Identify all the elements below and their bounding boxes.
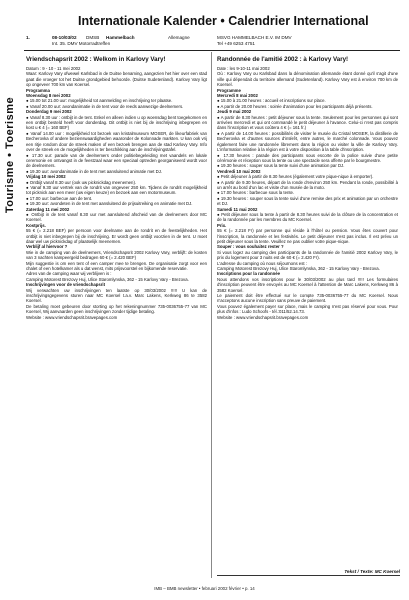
article-paragraph: Nous attendons vos inscriptions pour le 30/03/2002 au plus tard !!!!! Les formulaires d'inscription peuvent être envoyés au MC Koersel à l'attention de Marc Lakens, Kerkweg 86 à 3582 Koersel. [217,276,398,293]
event-country: Allemagne [168,35,190,40]
article-paragraph: Adres van de camping waar wij verblijven is : [26,271,112,277]
french-article-title: Randonnée de l'amitié 2002 : à Karlovy Vary! [217,56,349,63]
article-paragraph: Camping Motorest Brezovy Huj, Ulice Staromlynska, 362 - 15 Karlovy Vary - Brezova. [217,266,380,272]
header-divider [24,50,400,51]
article-paragraph: Mercredi 8 mai 2002 [217,93,258,99]
french-article-column [217,56,398,578]
article-paragraph: ● Petit déjeuner à partir de 8.30 heures (également votre pique-nique à emporter). [217,174,374,180]
article-paragraph: 55 € (= 2.218 BEF) per persoon voor deelname aan de rondrit en de feestelijkheden. Het ontbijt is niet inbegrepen bij de inschrijving. Er wordt geen ontbijt voorzien in de tent. U moet daar wel uw picknickdag of plaatselijk meenemen. [26,228,207,244]
dutch-article-title: Vriendschapsrit 2002 : Welkom in Karlovy Vary! [26,56,166,63]
signoff-divider [217,575,400,576]
event-name: Int. 35. DMV Motorradtreffen [52,41,111,46]
article-paragraph: ● 17.00 uur: barbecue aan de tent. [26,195,93,201]
article-paragraph: Website : www.vriendschapsrit.bravepages.com [217,314,309,320]
article-paragraph: Vendredi 10 mai 2002 [217,168,261,174]
article-paragraph: Zaterdag 11 mei 2002 [26,206,70,212]
article-paragraph: L'adresse du camping où nous séjournons est : [217,260,307,266]
article-paragraph: Camping Motorest Brezovy Huj, Ulice Staromlynska, 362 - 15 Karlovy Vary - Brezova. [26,276,189,282]
article-paragraph: Programma [26,87,50,93]
article-paragraph: 55 € (= 2.218 Fr) par personne qui réside à l'hôtel ou pension. Vous êtes couvert pour l'inscription, la randonnée et les festivités. Le petit déjeuner n'est pas inclus. Il est prévu un petit déjeuner sous la tente. Veuillez ne pas oublier votre pique-nique. [217,228,398,244]
article-paragraph: Wie in de camping van de deelnemers, Vriendschapsrit 2002 Karlovy Vary, verblijft: de kosten van 3 nachten kampeergeld bedragen 60 € (= 2.420 BEF) [26,249,207,261]
article-paragraph: ● 15.00 à 21.00 heures : accueil et inscriptions sur place. [217,98,326,104]
article-paragraph: Mijn suggestie is om een tent of een camper mee te brengen. De organisatie zorgt voor een chalet of een hotelkamer als u dat wenst, mits prijsvoorstel en bijkomende reservatie. [26,260,207,272]
article-paragraph: ● 19.30 uur: avondanimatie in de tent met aansluitend animatie met DJ. [26,168,163,174]
article-paragraph: ● Vanaf 14.00 uur : mogelijkheid tot bezoek van kristalmuseum MOSER, de likeurfabriek van Becherovka of andere bezienswaardigheden waaronder de Kolonnade markten. U kan ook vrij een ritje rondom door de streek maken of een bezoek brengen aan de stad Karlovy Vary. Info over de streek en de mogelijkheden is ter beschikking aan de inschrijvingstafel. [26,130,207,153]
dutch-article-body [26,66,207,320]
article-paragraph: ● A partir de 20.00 heures : soirée d'animation pour les participants déjà présents. [217,103,373,109]
article-paragraph: Vrijdag 10 mei 2002 [26,174,66,180]
article-paragraph: Le paiement doit être effectué sur le compte 735-0036755-77 du MC Koersel. Nous n'acceptons aucune inscription sans preuve de paiement. [217,293,398,304]
article-paragraph: Samedi 11 mai 2002 [217,206,258,212]
article-paragraph: ● 19.30 heures : souper sous la tente suivi d'une animation par DJ. [217,163,345,169]
article-paragraph: Verblijf al hiervoor ? [26,244,68,250]
event-info-right [217,35,397,47]
event-number: 1. [26,35,30,40]
event-info-left [26,35,206,47]
article-paragraph: Donderdag 9 mei 2002 [26,109,72,115]
event-organizer: DMSB [86,35,100,40]
event-place: Hammelbach [106,35,135,40]
article-paragraph: Website : www.vriendschapsrit.bravepages.com [26,314,118,320]
article-paragraph: De betaling moet gebeuren door storting op het rekeningnummer 735-0036755-77 van MC Koersel, Wij aanvaarden geen inschrijvingen zonder tijdige betaling. [26,303,207,315]
article-paragraph: ● Vanaf 9.30 uur vertrek van de rondrit van ongeveer 250 km. Tijdens de rondrit mogelijkheid tot picknick aan een meer (uw eigen keuze) en bezoek aan een motormuseum. [26,184,207,196]
article-paragraph: Jeudi 9 mai 2002 [217,109,252,115]
column-divider [211,52,212,578]
article-paragraph: ● Ontbijt vanaf 8.30 uur (ook uw picknickdag meenemen). [26,179,137,185]
article-paragraph: ● A partir de 14.00 heures : possibilités de visiter le musée du Cristal MOSER, la distillerie de Becherovka et d'autres sources d'intérêt, entre autres, le marché colonnade. Vous pouvez également faire une randonnée librement dans la région ou visiter la ville de Karlovy Vary. L'information relative à la région est à votre disposition à la table d'inscription. [217,130,398,153]
event-club-name: MSVG HAMMELBACH E.V. IM DMV [217,35,292,40]
article-paragraph: Date : les 9-10-11 mai 2002 [217,66,270,71]
article-paragraph: Où : Karlovy Vary ou Karlsbad dans la dénomination allemande étant donné qu'il s'agit d'une ville qui dépendait du territoire allemand (Sudetenland). Karlovy Vary est à environ 700 km de Koersel. [217,71,398,88]
french-article-body [217,66,398,320]
article-paragraph: Kostprijs. [26,222,46,228]
event-phone: Tel +49 6253 4751 [217,41,255,46]
side-section-label: Tourisme • Toerisme [4,96,17,214]
dutch-article-column [26,56,207,578]
article-paragraph: ● 19.30 heures : souper sous la tente suivi d'une remise des prix et animation par un orchestre et DJ. [217,195,398,207]
article-paragraph: Datum : 9 - 10 - 11 mei 2002 [26,66,81,71]
article-paragraph: ● 17.00 heures : barbecue sous la tente. [217,190,295,196]
article-paragraph: ● Petit déjeuner sous la tente à partir de 8.30 heures suivi de la clôture de la concentration et de la randonnée par les membres du MC Koersel. [217,211,398,223]
article-paragraph: ● A partir de 8.30 heures : petit déjeuner sous la tente. Seulement pour les personnes qui sont arrivées mercredi et qui ont commandé le petit déjeuner à l'avance. Celui-ci n'est pas compris dans l'inscription et vous coûtera 4 € (= 161 fr.) [217,114,398,131]
article-paragraph: Wij verwachten uw inschrijvingen ten laatste op 30/03/2002 !!!!! U kan de inschrijvingsgegevens sturen naar MC Koersel t.a.v. Marc Lakens, Kerkweg 86 te 3582 Koersel. [26,287,207,304]
article-paragraph: Waar: Karlovy Vary ofwewel Karlsbad in de Duitse benaming, aangezien het hier over een stad gaat die vroeger tot het Duitse grondgebied behoorde. (Duitse Sudetenland). Karlovy Vary ligt op ongeveer 700 km van Koersel. [26,71,207,88]
article-paragraph: ● Vanaf 8.30 uur : ontbijt in de tent. Enkel en alleen indien u op woensdag bent toegekomen en een ontbijt besteld heeft voor donderdag. Dit ontbijt is niet bij de inschrijving inbegrepen en kost u € 4 (= 160 BEF) [26,114,207,131]
article-paragraph: Si vous logez au camping des participants de la randonnée de l'amitié 2002 Karlovy Vary, le prix du logement pour 3 nuits est de 60 € (= 2.420 Fr). [217,249,398,261]
article-paragraph: Vous pouvez également payer sur place, mais le camping n'est pas réservé pour vous. Pour plus d'infos : Ludo Schoofs - tél.:011/52.14.73. [217,303,398,315]
article-paragraph: ● 17.30 uur: parade van de deelnemers onder politiebegeleiding met vaandels en lokale ceremonie en ontvangst in de feestzaal waar een speciaal optreden georganiseerd wordt voor de deelnemers. [26,152,207,169]
article-paragraph: ● 17.30 heures : parade des participants sous escorte de la police suivie d'une petite cérémonie et réception sous la tente ou une spectacle sera offerte par le bourgmestre. [217,152,398,163]
article-paragraph: Programme [217,87,241,93]
page-footer: IMB – BMB newsletter • februari 2002 février • p. 14 [154,586,255,591]
article-paragraph: ● Ontbijt in de tent vanaf 8.30 uur met aansluitend afscheid van de deelnemers door MC Koersel. [26,211,207,223]
article-paragraph: ● 15.00 tot 21.00 uur: mogelijkheid tot aanmelding en inschrijving ter plaatse. [26,98,173,104]
event-date: 08-10/03/02 [52,35,77,40]
article-paragraph: Woensdag 8 mei 2002 [26,93,71,99]
page-title: Internationale Kalender • Calendrier International [78,14,369,28]
article-paragraph: Inschrijvingen voor de vriendschapsrit [26,282,106,288]
article-paragraph: ● 19.30 uur: avondeten in de tent met aansluitend de prijsuitreiking en animatie met DJ. [26,201,193,207]
article-paragraph: Inscriptions pour la randonnée [217,271,281,277]
article-paragraph: Prix. [217,222,227,228]
article-signoff: Tekst / Texte: MC Koersel [344,569,400,574]
article-paragraph: Souper : vous souhaitez rester ? [217,244,284,250]
article-paragraph: ● A partir de 9.30 heures, départ de la ronde d'environ 250 km. Pendant la ronde, possibilité à un arrêt au bord d'un lac et visite d'un musée de la moto. [217,179,398,190]
article-paragraph: ● Vanaf 20.00 uur: avondanimatie in de tent voor de reeds aanwezige deelnemers. [26,103,184,109]
